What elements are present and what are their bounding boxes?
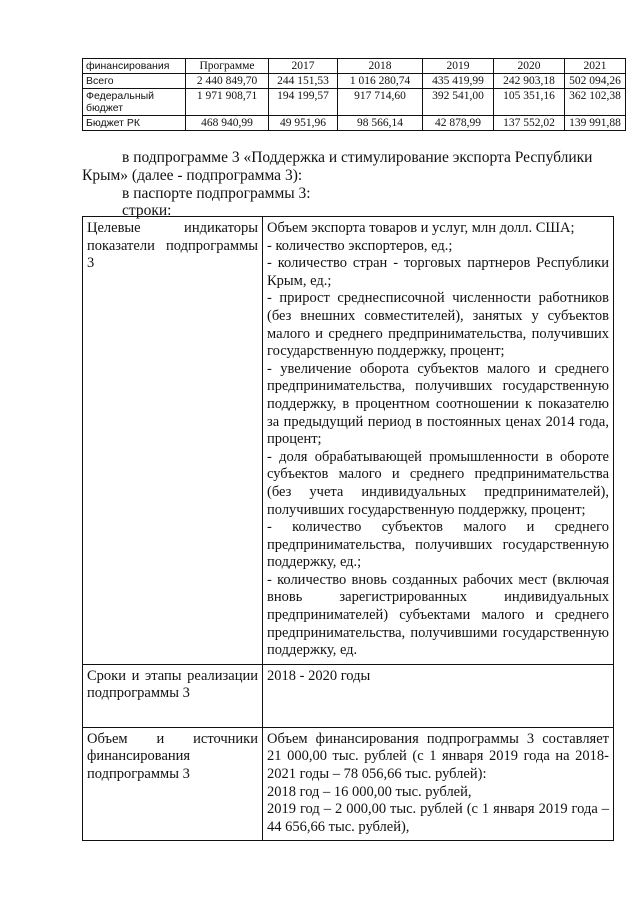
table-cell: 2 440 849,70 <box>186 74 269 89</box>
table-cell: 502 094,26 <box>565 74 626 89</box>
indicator-item: - увеличение оборота субъектов малого и среднего предпринимательства, получивших государственную поддержку, в процентном соотношении к показателю за предыдущий период в постоянных ценах 2014 года, процент; <box>267 360 609 448</box>
row-header-text: Сроки и этапы реализации подпрограммы 3 <box>87 667 258 702</box>
row-header <box>83 727 263 841</box>
table-cell: 362 102,38 <box>565 89 626 116</box>
table-cell: 105 351,16 <box>494 89 565 116</box>
header-cell: 2017 <box>269 59 338 74</box>
table-cell: 139 991,88 <box>565 116 626 131</box>
table-cell: 917 714,60 <box>338 89 423 116</box>
table-cell: 468 940,99 <box>186 116 269 131</box>
table-cell: 244 151,53 <box>269 74 338 89</box>
table-cell: 1 971 908,71 <box>186 89 269 116</box>
passport-row-terms <box>83 664 614 727</box>
row-content <box>263 217 614 665</box>
row-header <box>83 217 263 665</box>
table-row <box>83 116 626 131</box>
intro-line-4: строки: <box>122 202 172 219</box>
indicator-item: - количество стран - торговых партнеров Республики Крым, ед.; <box>267 255 609 289</box>
row-header-text: Целевые индикаторы показатели подпрограммы 3 <box>87 220 258 272</box>
table-cell: 435 419,99 <box>423 74 494 89</box>
intro-line-3: в паспорте подпрограммы 3: <box>122 185 311 202</box>
financing-table-header <box>83 59 626 74</box>
header-cell: 2019 <box>423 59 494 74</box>
table-cell: 42 878,99 <box>423 116 494 131</box>
row-label: Федеральный бюджет <box>83 89 186 116</box>
row-label: Бюджет РК <box>83 116 186 131</box>
intro-line-1: в подпрограмме 3 «Поддержка и стимулирование экспорта Республики <box>122 149 593 166</box>
header-cell: 2021 <box>565 59 626 74</box>
passport-row-indicators <box>83 217 614 665</box>
indicator-item: - прирост среднесписочной численности работников (без внешних совместителей), занятых у субъектов малого и среднего предпринимательства, получивших государственную поддержку, процент; <box>267 290 609 360</box>
table-cell: 98 566,14 <box>338 116 423 131</box>
table-cell: 137 552,02 <box>494 116 565 131</box>
indicator-item: - количество вновь созданных рабочих мест (включая вновь зарегистрированных индивидуальных предпринимателей) субъектами малого и среднего предпринимательства, получившими государственную поддержку, ед. <box>267 571 609 659</box>
financing-item: 2018 год – 16 000,00 тыс. рублей, <box>267 783 472 800</box>
table-cell: 49 951,96 <box>269 116 338 131</box>
table-cell: 242 903,18 <box>494 74 565 89</box>
table-cell: 194 199,57 <box>269 89 338 116</box>
financing-item: Объем финансирования подпрограммы 3 составляет 21 000,00 тыс. рублей (с 1 января 2019 года на 2018-2021 годы – 78 056,66 тыс. рублей): <box>267 730 609 783</box>
header-cell: 2018 <box>338 59 423 74</box>
indicator-item: Объем экспорта товаров и услуг, млн долл. США; <box>267 220 575 236</box>
passport-table <box>82 216 614 841</box>
financing-table <box>82 58 626 131</box>
indicator-item: - количество субъектов малого и среднего предпринимательства, получивших государственную поддержку, ед.; <box>267 519 609 571</box>
row-label: Всего <box>83 74 186 89</box>
indicator-item: - доля обрабатывающей промышленности в обороте субъектов малого и среднего предпринимательства (без учета индивидуальных предпринимателей), получивших государственную поддержку, процент; <box>267 448 609 518</box>
financing-item: 2019 год – 2 000,00 тыс. рублей (с 1 января 2019 года – 44 656,66 тыс. рублей), <box>267 801 609 835</box>
indicator-item: - количество экспортеров, ед.; <box>267 237 453 254</box>
terms-text: 2018 - 2020 годы <box>267 667 371 684</box>
row-content <box>263 727 614 841</box>
table-row <box>83 89 626 116</box>
row-header-text: Объем и источники финансирования подпрограммы 3 <box>87 730 258 783</box>
row-header <box>83 664 263 727</box>
table-cell: 1 016 280,74 <box>338 74 423 89</box>
passport-row-financing <box>83 727 614 841</box>
header-cell: 2020 <box>494 59 565 74</box>
header-cell: финансирования <box>83 59 186 74</box>
header-cell: Программе <box>186 59 269 74</box>
intro-line-2: Крым» (далее - подпрограмма 3): <box>82 167 303 184</box>
table-row <box>83 74 626 89</box>
row-content <box>263 664 614 727</box>
table-cell: 392 541,00 <box>423 89 494 116</box>
